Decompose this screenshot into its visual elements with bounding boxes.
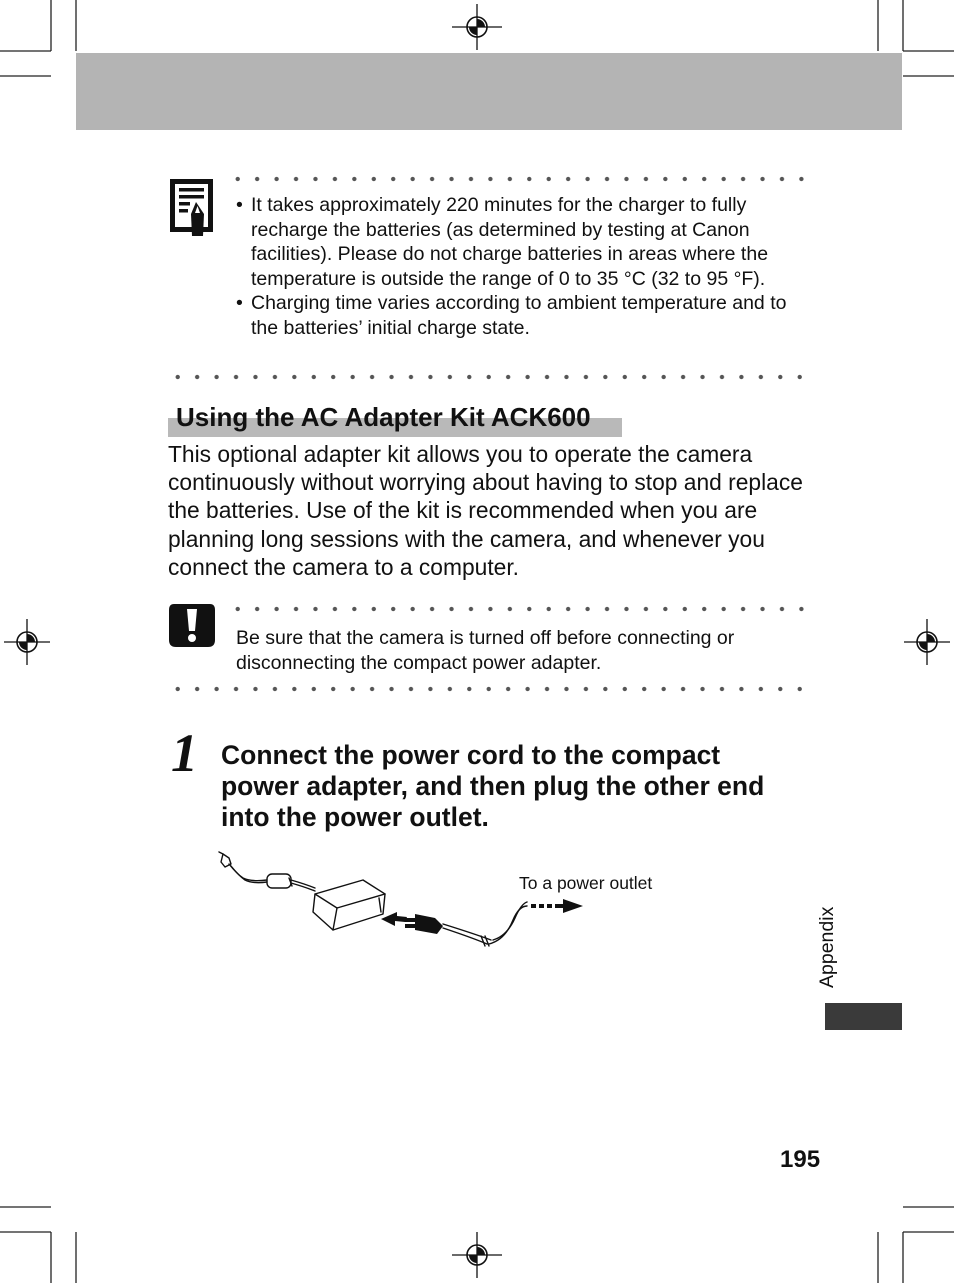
page-number: 195 — [780, 1146, 821, 1173]
appendix-tab-label: Appendix — [816, 906, 838, 988]
note-list — [236, 193, 806, 340]
step-number: 1 — [171, 723, 198, 783]
appendix-tab-marker — [825, 1003, 902, 1030]
registration-mark-top — [452, 4, 502, 50]
outlet-callout-label: To a power outlet — [519, 873, 653, 893]
caution-text: Be sure that the camera is turned off before connecting or disconnecting the compact power adapter. — [236, 627, 735, 674]
registration-mark-bottom — [452, 1232, 502, 1278]
dotted-divider — [168, 686, 804, 692]
note-bullet: • It takes approximately 220 minutes for the charger to fully recharge the batteries (as determined by testing at Canon facilities). Please do not charge batteries in areas where the temperature is outside the range of 0 to 35 °C (32 to 95 °F). — [236, 193, 806, 291]
caution-exclamation-icon — [168, 604, 216, 648]
registration-mark-left — [4, 619, 50, 665]
dotted-divider — [228, 176, 804, 182]
note-bullet: • Charging time varies according to ambient temperature and to the batteries’ initial charge state. — [236, 291, 806, 340]
section-body: This optional adapter kit allows you to operate the camera continuously without worrying about having to stop and replace the batteries. Use of the kit is recommended when you are planning long sessions with the camera, and whenever you connect the camera to a computer. — [168, 441, 803, 580]
step-instruction: Connect the power cord to the compact power adapter, and then plug the other end into the power outlet. — [221, 740, 765, 832]
dotted-divider — [168, 374, 804, 380]
section-title: Using the AC Adapter Kit ACK600 — [176, 402, 591, 432]
registration-mark-right — [904, 619, 950, 665]
dotted-divider — [228, 606, 804, 612]
memo-note-icon — [169, 178, 215, 238]
power-adapter-illustration — [215, 848, 595, 953]
